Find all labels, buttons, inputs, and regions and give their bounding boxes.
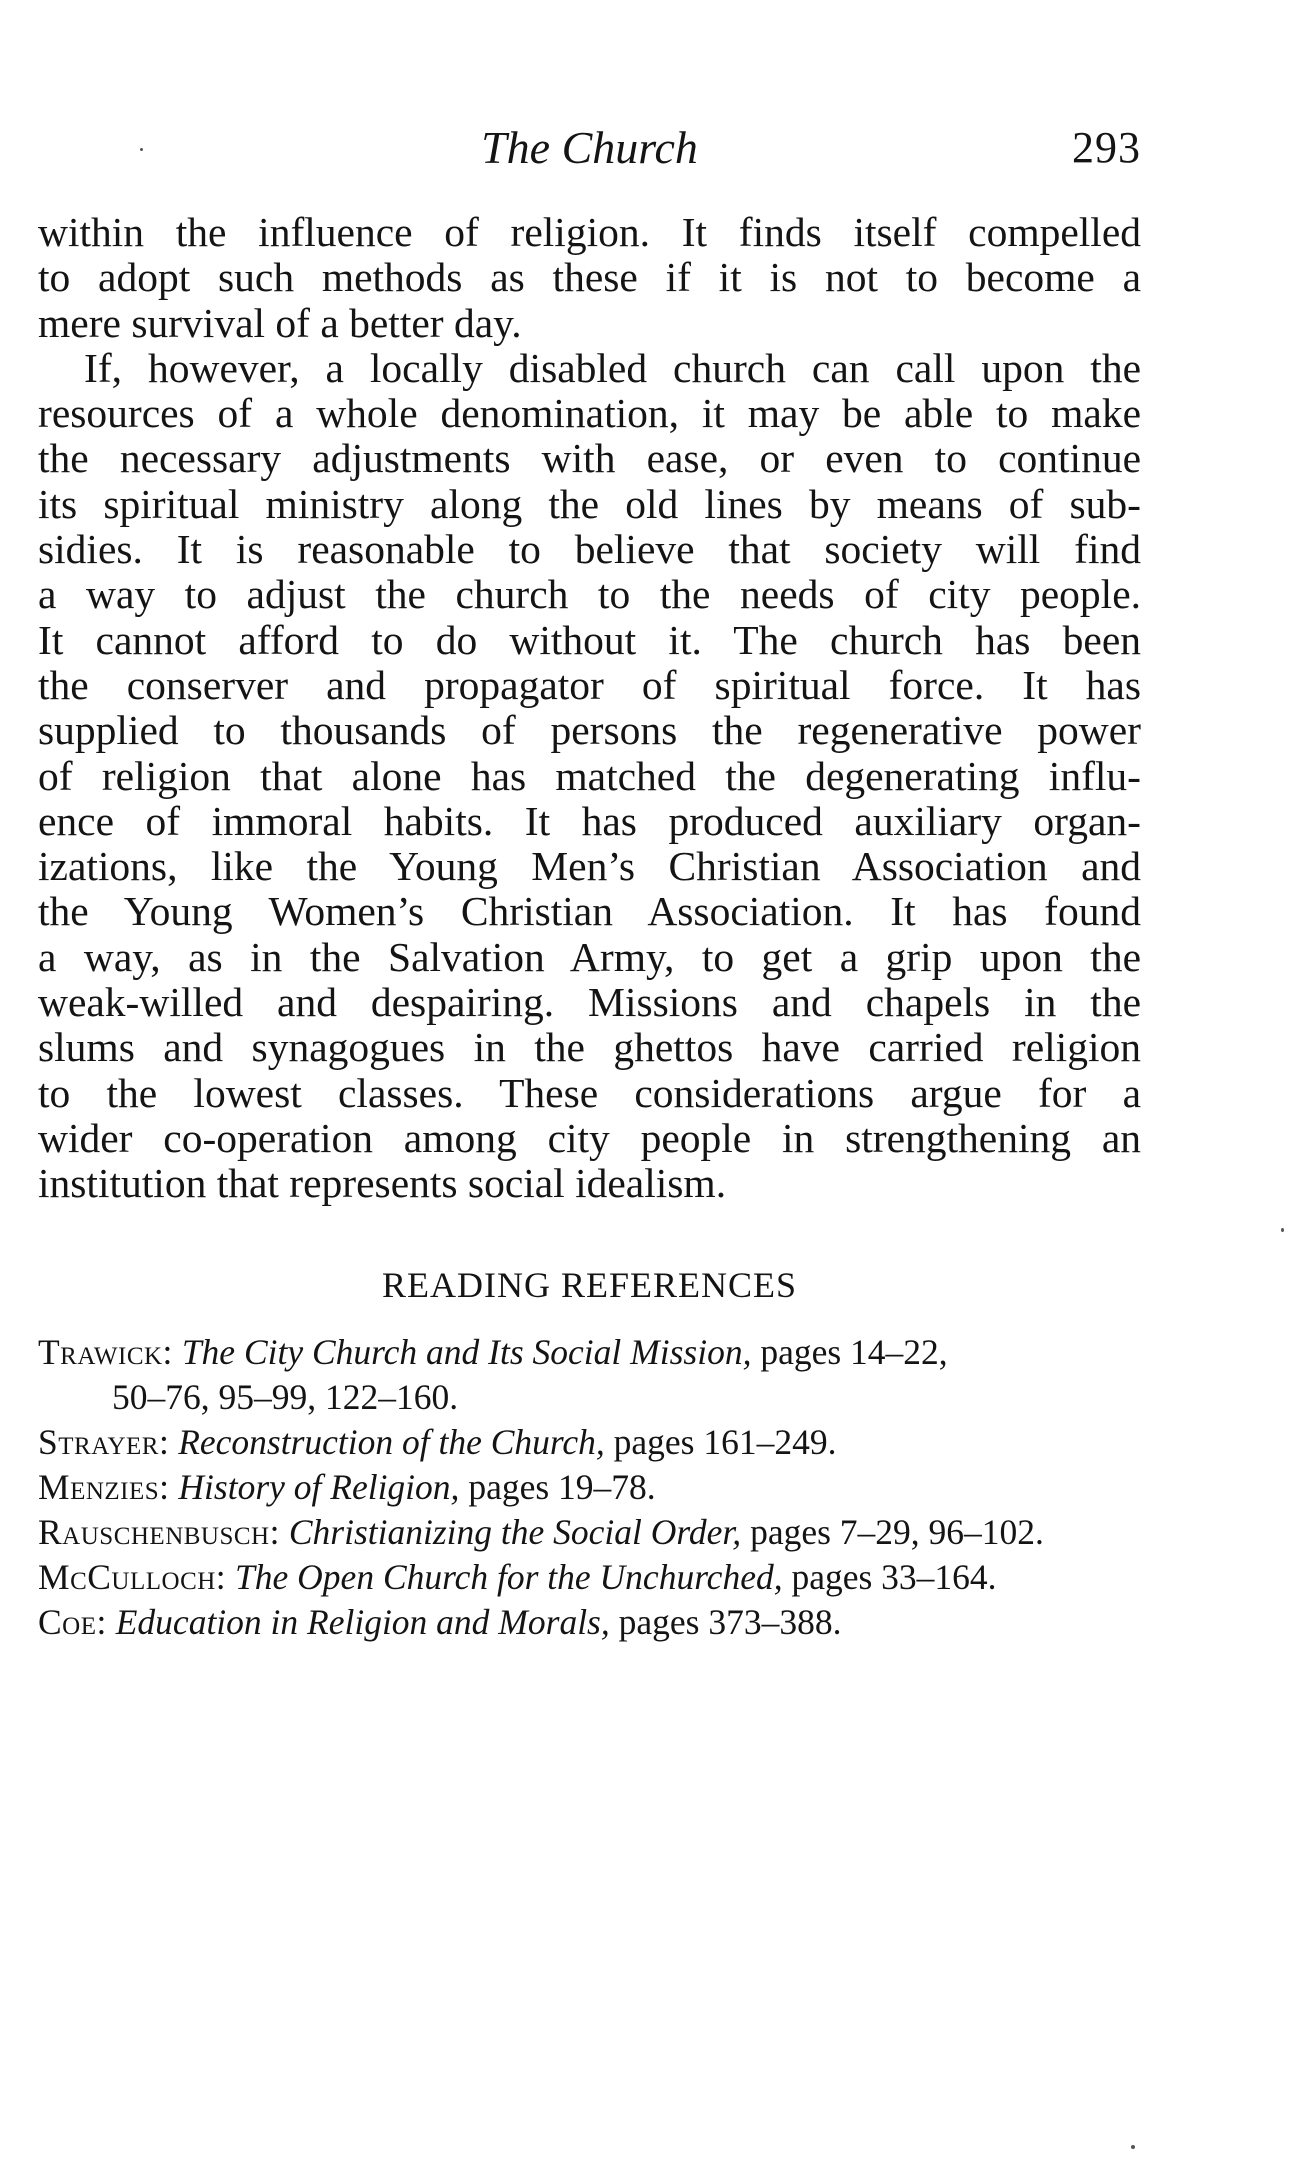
reference-author: Strayer: (38, 1422, 170, 1462)
reference-title: Reconstruction of the Church, (178, 1422, 605, 1462)
reference-continuation: 50–76, 95–99, 122–160. (112, 1377, 459, 1417)
reference-title: The City Church and Its Social Mission, (181, 1332, 752, 1372)
reference-title: History of Religion, (178, 1467, 460, 1507)
text-line: ence of immoral habits. It has produced auxiliary organ- (38, 797, 1141, 844)
scan-speck (140, 148, 143, 151)
text-line: It cannot afford to do without it. The church has been (38, 616, 1141, 663)
scan-speck (1131, 2145, 1135, 2149)
scan-speck (1281, 1228, 1284, 1232)
reference-pages: pages 19–78. (468, 1467, 656, 1507)
text-line: mere survival of a better day. (38, 299, 522, 346)
text-line: the conserver and propagator of spiritual force. It has (38, 661, 1141, 708)
reference-author: McCulloch: (38, 1557, 227, 1597)
reference-title: The Open Church for the Unchurched, (235, 1557, 783, 1597)
reference-pages: pages 33–164. (791, 1557, 997, 1597)
text-line: to the lowest classes. These considerations argue for a (38, 1069, 1141, 1116)
reference-list (38, 1330, 1141, 1645)
reference-author: Trawick: (38, 1332, 173, 1372)
reference-item (38, 1600, 1141, 1645)
text-line: izations, like the Young Men’s Christian Association and (38, 843, 1141, 890)
text-line: the necessary adjustments with ease, or even to continue (38, 435, 1141, 482)
reference-author: Coe: (38, 1602, 107, 1642)
text-line: supplied to thousands of persons the regenerative power (38, 707, 1141, 754)
reference-title: Education in Religion and Morals, (115, 1602, 610, 1642)
text-line: weak-willed and despairing. Missions and chapels in the (38, 979, 1141, 1026)
text-line: of religion that alone has matched the degenerating influ- (38, 752, 1141, 799)
page-number: 293 (1072, 123, 1141, 172)
reference-item (38, 1555, 1141, 1600)
reference-pages: pages 14–22, (760, 1332, 948, 1372)
reference-item (38, 1465, 1141, 1510)
text-line: If, however, a locally disabled church can call upon the (84, 344, 1141, 391)
reference-item (38, 1510, 1141, 1555)
text-line: its spiritual ministry along the old lines by means of sub- (38, 480, 1141, 527)
text-line: within the influence of religion. It finds itself compelled (38, 209, 1141, 255)
reference-item (38, 1330, 1141, 1375)
text-line: resources of a whole denomination, it may be able to make (38, 390, 1141, 437)
body-text (38, 210, 1141, 1207)
reference-author: Menzies: (38, 1467, 170, 1507)
reference-title: Christianizing the Social Order, (288, 1512, 742, 1552)
reference-author: Rauschenbusch: (38, 1512, 280, 1552)
text-line: to adopt such methods as these if it is not to become a (38, 254, 1141, 301)
page-header (38, 118, 1141, 178)
text-line: sidies. It is reasonable to believe that society will find (38, 526, 1141, 573)
reading-references-heading: READING REFERENCES (381, 1265, 798, 1305)
text-line: a way, as in the Salvation Army, to get a grip upon the (38, 933, 1141, 980)
reference-pages: pages 373–388. (618, 1602, 842, 1642)
text-line: a way to adjust the church to the needs of city people. (38, 571, 1141, 618)
reference-item (38, 1420, 1141, 1465)
running-title: The Church (481, 122, 698, 173)
text-line: wider co-operation among city people in strengthening an (38, 1114, 1141, 1161)
text-line: institution that represents social idealism. (38, 1160, 727, 1207)
reference-pages: pages 161–249. (613, 1422, 837, 1462)
reference-pages: pages 7–29, 96–102. (750, 1512, 1044, 1552)
text-line: slums and synagogues in the ghettos have carried religion (38, 1024, 1141, 1071)
text-line: the Young Women’s Christian Association. It has found (38, 888, 1141, 935)
